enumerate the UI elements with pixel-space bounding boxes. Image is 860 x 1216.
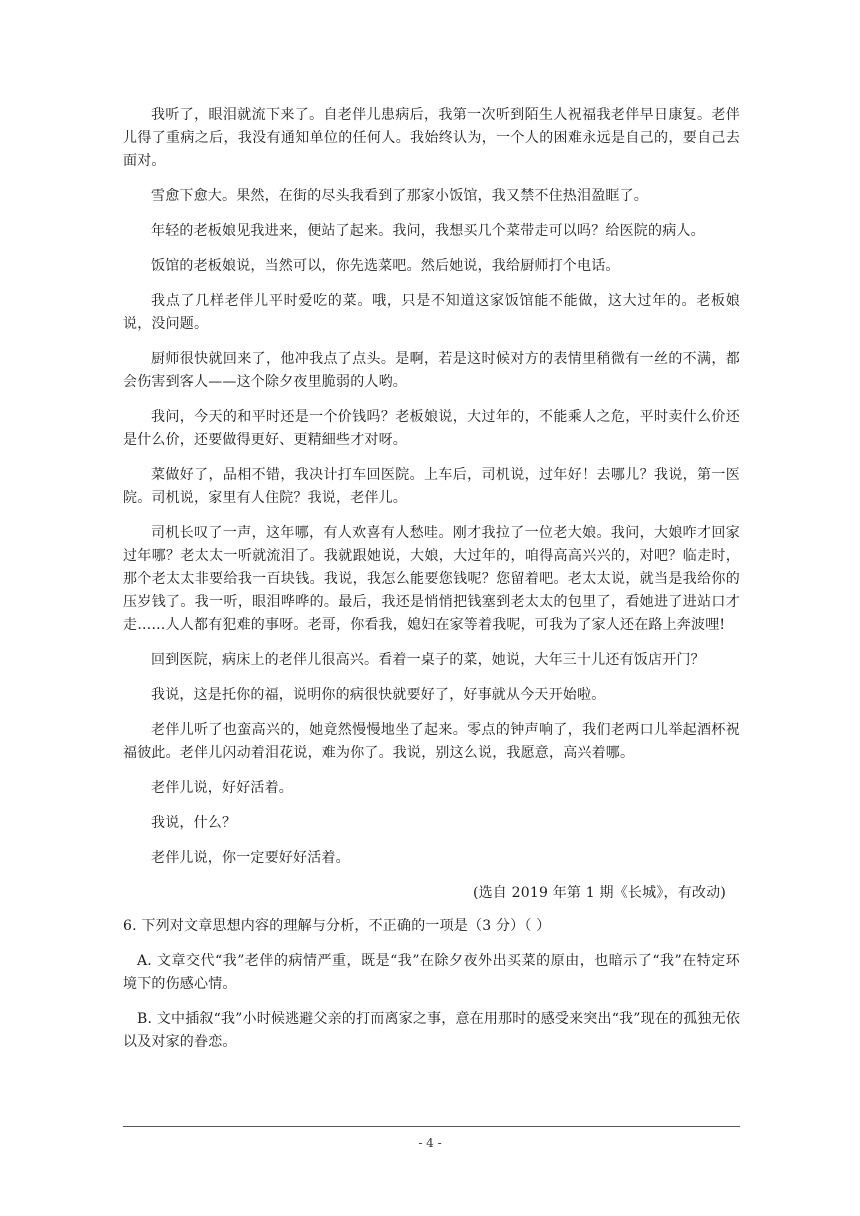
paragraph: 我点了几样老伴儿平时爱吃的菜。哦，只是不知道这家饭馆能不能做，这大过年的。老板娘说，没问题。 — [123, 293, 740, 332]
paragraph: 我听了，眼泪就流下来了。自老伴儿患病后，我第一次听到陌生人祝福我老伴早日康复。老伴儿得了重病之后，我没有通知单位的任何人。我始终认为，一个人的困难永远是自己的，要自己去面对。 — [123, 107, 740, 169]
footer-divider — [123, 1126, 740, 1127]
paragraph: 我说，这是托你的福，说明你的病很快就要好了，好事就从今天开始啦。 — [151, 687, 606, 703]
paragraph: 老伴儿说，好好活着。 — [151, 780, 293, 796]
paragraph: 菜做好了，品相不错，我决计打车回医院。上车后，司机说，过年好！去哪儿？我说，第一医院。司机说，家里有人住院？我说，老伴儿。 — [123, 467, 740, 506]
paragraph: 老伴儿说，你一定要好好活着。 — [151, 850, 350, 866]
paragraph: 雪愈下愈大。果然，在街的尽头我看到了那家小饭馆，我又禁不住热泪盈眶了。 — [151, 188, 648, 204]
option-b: B. 文中插叙“我”小时候逃避父亲的打而离家之事，意在用那时的感受来突出“我”现在的孤独无依以及对家的眷恋。 — [123, 1011, 741, 1050]
question-stem: 6. 下列对文章思想内容的理解与分析，不正确的一项是（3 分）（ ） — [123, 918, 551, 934]
page-number: - 4 - — [418, 1136, 442, 1150]
paragraph: 司机长叹了一声，这年哪，有人欢喜有人愁哇。刚才我拉了一位老大娘。我问，大娘咋才回家过年哪？老太太一听就流泪了。我就跟她说，大娘，大过年的，咱得高高兴兴的，对吧？临走时，那个老太太非要给我一百块钱。我说，我怎么能要您钱呢？您留着吧。老太太说，就当是我给你的压岁钱了。我一听，眼泪哗哗的。最后，我还是悄悄把钱塞到老太太的包里了，看她进了进站口才走……人人都有犯难的事呀。老哥，你看我，媳妇在家等着我呢，可我为了家人还在路上奔波哩! — [123, 525, 740, 633]
paragraph: 年轻的老板娘见我进来，便站了起来。我问，我想买几个菜带走可以吗？给医院的病人。 — [151, 223, 705, 239]
article-body — [123, 104, 740, 1066]
paragraph: 我说，什么？ — [151, 815, 237, 831]
option-a: A. 文章交代“我”老伴的病情严重，既是“我”在除夕夜外出买菜的原由，也暗示了“我”在特定环境下的伤感心情。 — [123, 953, 740, 992]
paragraph: 厨师很快就回来了，他冲我点了点头。是啊，若是这时候对方的表情里稍微有一丝的不满，都会伤害到客人——这个除夕夜里脆弱的人哟。 — [123, 351, 740, 390]
paragraph: 回到医院，病床上的老伴儿很高兴。看着一桌子的菜，她说，大年三十儿还有饭店开门？ — [151, 652, 705, 668]
paragraph: 饭馆的老板娘说，当然可以，你先选菜吧。然后她说，我给厨师打个电话。 — [151, 258, 620, 274]
paragraph: 老伴儿听了也蛮高兴的，她竟然慢慢地坐了起来。零点的钟声响了，我们老两口儿举起酒杯祝福彼此。老伴儿闪动着泪花说，难为你了。我说，别这么说，我愿意，高兴着哪。 — [123, 722, 740, 761]
source-citation: (选自 2019 年第 1 期《长城》，有改动) — [472, 885, 726, 901]
paragraph: 我问，今天的和平时还是一个价钱吗？老板娘说，大过年的，不能乘人之危，平时卖什么价还是什么价，还要做得更好、更精細些才对呀。 — [123, 409, 740, 448]
